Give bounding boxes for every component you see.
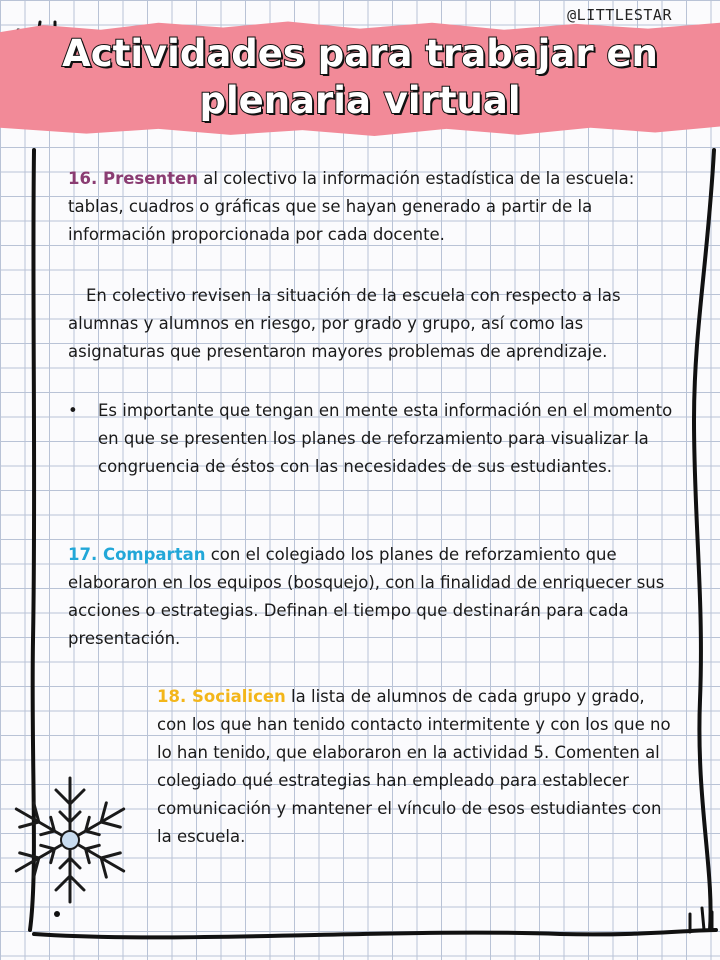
item-17: [68, 541, 678, 653]
watermark: @LITTLESTAR: [567, 6, 672, 24]
item-18-text: la lista de alumnos de cada grupo y grado, con los que han tenido contacto intermitente y con los que no lo han tenido, que elaboraron en la actividad 5. Comenten al colegiado qué estrategias han empleado para establecer comunicación y mantener el vínculo de esos estudiantes con la escuela.: [157, 687, 671, 846]
bullet-text: Es importante que tengan en mente esta información en el momento en que se presenten los planes de reforzamiento para visualizar la congruencia de éstos con las necesidades de sus estudiantes.: [98, 401, 673, 476]
frame-left-line: [30, 150, 34, 930]
item-16: [68, 165, 678, 249]
frame-dot: [54, 911, 60, 917]
bullet-item: [68, 397, 678, 481]
colectivo-paragraph: En colectivo revisen la situación de la escuela con respecto a las alumnas y alumnos en riesgo, por grado y grupo, así como las asignaturas que presentaron mayores problemas de aprendizaje.: [68, 286, 621, 361]
snowflake-arm: [56, 778, 84, 840]
item-17-keyword: 17. Compartan: [68, 545, 206, 564]
frame-bottom-line: [34, 930, 716, 937]
item-18: [157, 683, 677, 851]
frame-bottom-right-ticks: [690, 908, 712, 932]
item-17-text: con el colegiado los planes de reforzamiento que elaboraron en los equipos (bosquejo), con la finalidad de enriquecer sus acciones o estrategias. Definan el tiempo que destinarán para cada presentación.: [68, 545, 665, 648]
item-18-keyword: 18. Socialicen: [157, 687, 286, 706]
frame-right-line: [694, 150, 714, 930]
page-title: Actividades para trabajar en plenaria virtual: [62, 32, 658, 122]
snowflake-icon: [0, 770, 140, 910]
item-16-keyword: 16. Presenten: [68, 169, 198, 188]
bullet-marker: •: [68, 401, 78, 420]
item-16-text: al colectivo la información estadística de la escuela: tablas, cuadros o gráficas que se hayan generado a partir de la información proporcionada por cada docente.: [68, 169, 635, 244]
